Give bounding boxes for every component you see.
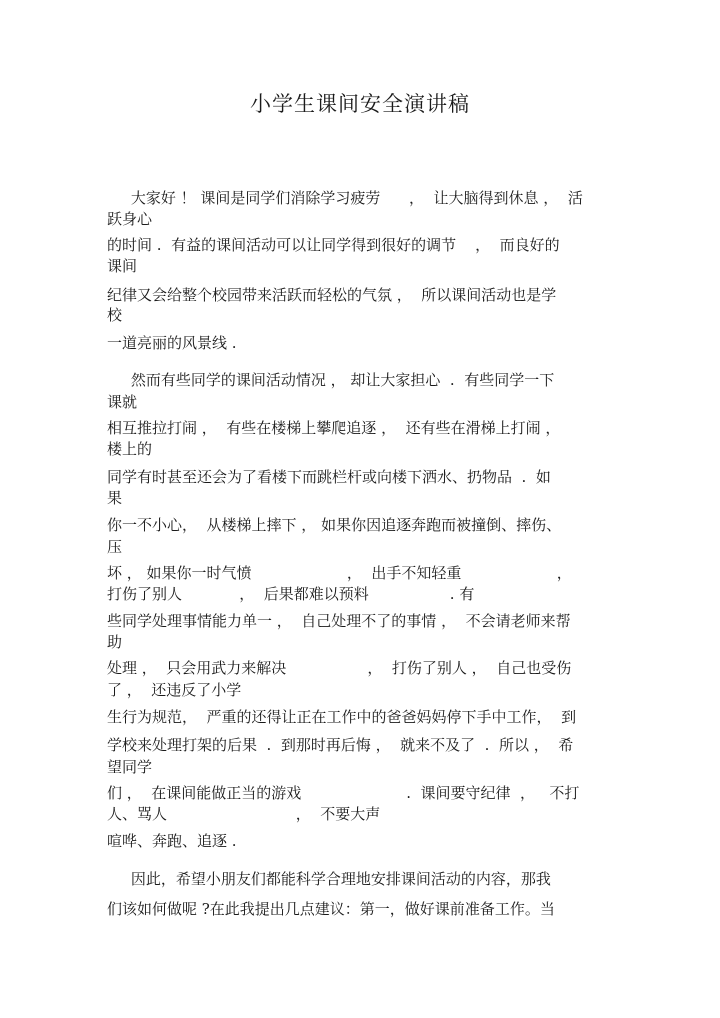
text-line: 们该如何做呢 ?在此我提出几点建议：第一，做好课前准备工作。当 (107, 900, 555, 918)
text-line: 然而有些同学的课间活动情况 ， 却让大家担心 . 有些同学一下 (107, 371, 555, 389)
text-line: 课就 (107, 393, 138, 411)
text-line: 打伤了别人 ， 后果都难以预料 . 有 (107, 585, 475, 603)
text-line: 些同学处理事情能力单一 ， 自己处理不了的事情 ， 不会请老师来帮 (107, 612, 571, 630)
text-line: 同学有时甚至还会为了看楼下而跳栏杆或向楼下洒水、扔物品 . 如 (107, 468, 551, 486)
text-line: 助 (107, 633, 123, 651)
text-line: 生行为规范， 严重的还得让正在工作中的爸爸妈妈停下手中工作， 到 (107, 708, 577, 726)
text-line: 大家好 ！ 课间是同学们消除学习疲劳 ， 让大脑得到休息 ， 活 (107, 189, 583, 207)
text-line: 纪律又会给整个校园带来活跃而轻松的气氛 ， 所以课间活动也是学 (107, 286, 557, 304)
text-line: 的时间 . 有益的课间活动可以让同学得到很好的调节 ， 而良好的 (107, 236, 560, 254)
text-line: 人、骂人 ， 不要大声 (107, 805, 381, 823)
text-line: 课间 (107, 257, 138, 275)
text-line: 压 (107, 538, 123, 556)
text-line: 相互推拉打闹 ， 有些在楼梯上攀爬追逐 ， 还有些在滑梯上打闹 ， (107, 419, 561, 437)
text-line: 果 (107, 489, 123, 507)
text-line: 了 ， 还违反了小学 (107, 681, 242, 699)
text-line: 校 (107, 306, 123, 324)
text-line: 望同学 (107, 758, 153, 776)
text-line: 喧哗、奔跑、追逐 . (107, 832, 237, 850)
text-line: 楼上的 (107, 440, 153, 458)
page-title: 小学生课间安全演讲稿 (250, 92, 470, 116)
text-line: 跃身心 (107, 210, 153, 228)
text-line: 学校来处理打架的后果 . 到那时再后悔 ， 就来不及了 . 所以 ， 希 (107, 736, 574, 754)
text-line: 们 ， 在课间能做正当的游戏 . 课间要守纪律 ， 不打 (107, 784, 580, 802)
text-line: 坏 ， 如果你一时气愤 ， 出手不知轻重 ， (107, 564, 572, 582)
text-line: 一道亮丽的风景线 . (107, 334, 237, 352)
text-line: 你一不小心， 从楼梯上摔下 ， 如果你因追逐奔跑而被撞倒、摔伤、 (107, 516, 562, 534)
text-line: 处理 ， 只会用武力来解决 ， 打伤了别人 ， 自己也受伤 (107, 659, 572, 677)
text-line: 因此，希望小朋友们都能科学合理地安排课间活动的内容，那我 (107, 870, 551, 888)
